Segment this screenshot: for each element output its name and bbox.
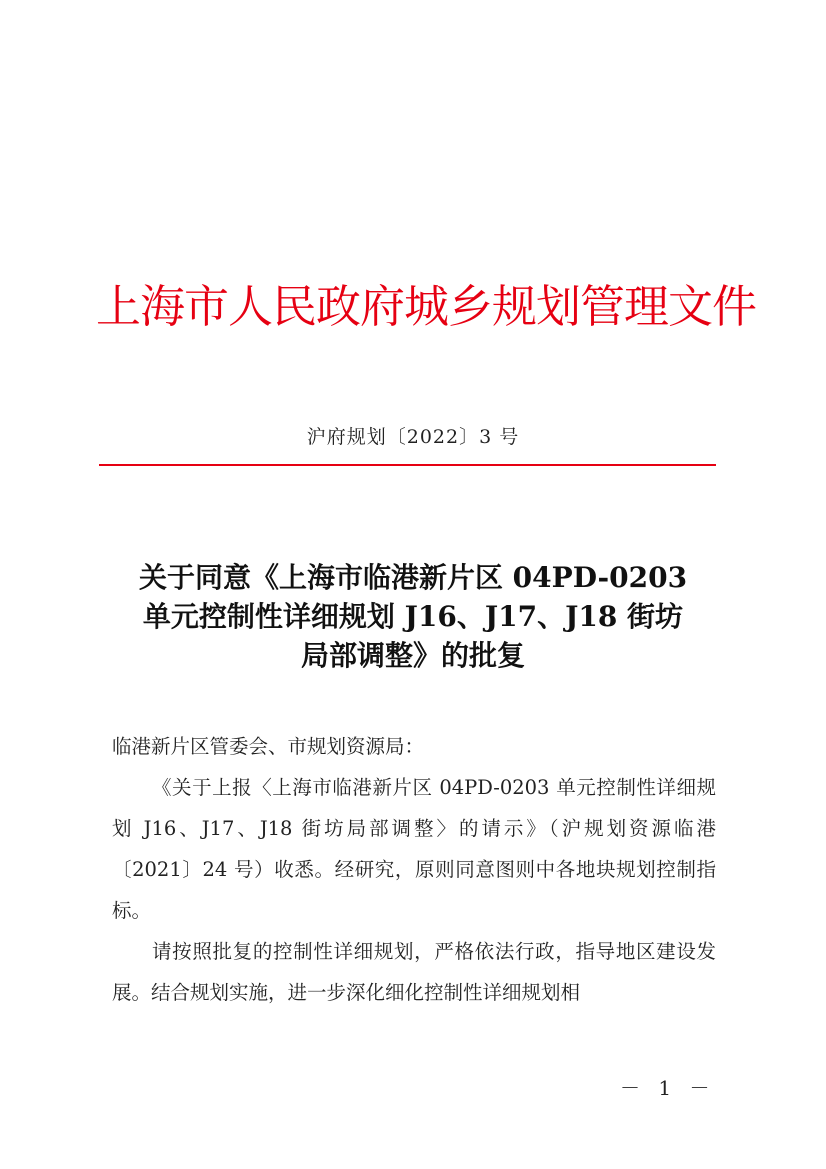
- header-red-divider: [99, 464, 716, 466]
- subject-line: 关于同意《上海市临港新片区 04PD-0203: [138, 561, 688, 594]
- page-number: － 1 －: [620, 1076, 716, 1100]
- body-paragraph: 《关于上报〈上海市临港新片区 04PD-0203 单元控制性详细规划 J16、J17、J18 街坊局部调整〉的请示》（沪规划资源临港〔2021〕24 号）收悉。经研究，原则同意图则中各地块规划控制指标。: [112, 776, 716, 922]
- document-number: 沪府规划〔2022〕3 号: [306, 426, 520, 448]
- body-paragraph: 请按照批复的控制性详细规划，严格依法行政，指导地区建设发展。结合规划实施，进一步深化细化控制性详细规划相: [112, 940, 716, 1004]
- subject-line: 单元控制性详细规划 J16、J17、J18 街坊: [142, 600, 684, 633]
- document-header-title: 上海市人民政府城乡规划管理文件: [96, 280, 757, 333]
- addressee: 临港新片区管委会、市规划资源局：: [112, 735, 425, 758]
- document-body: [112, 726, 716, 1013]
- subject-line: 局部调整》的批复: [300, 639, 525, 672]
- document-subject: [100, 558, 726, 675]
